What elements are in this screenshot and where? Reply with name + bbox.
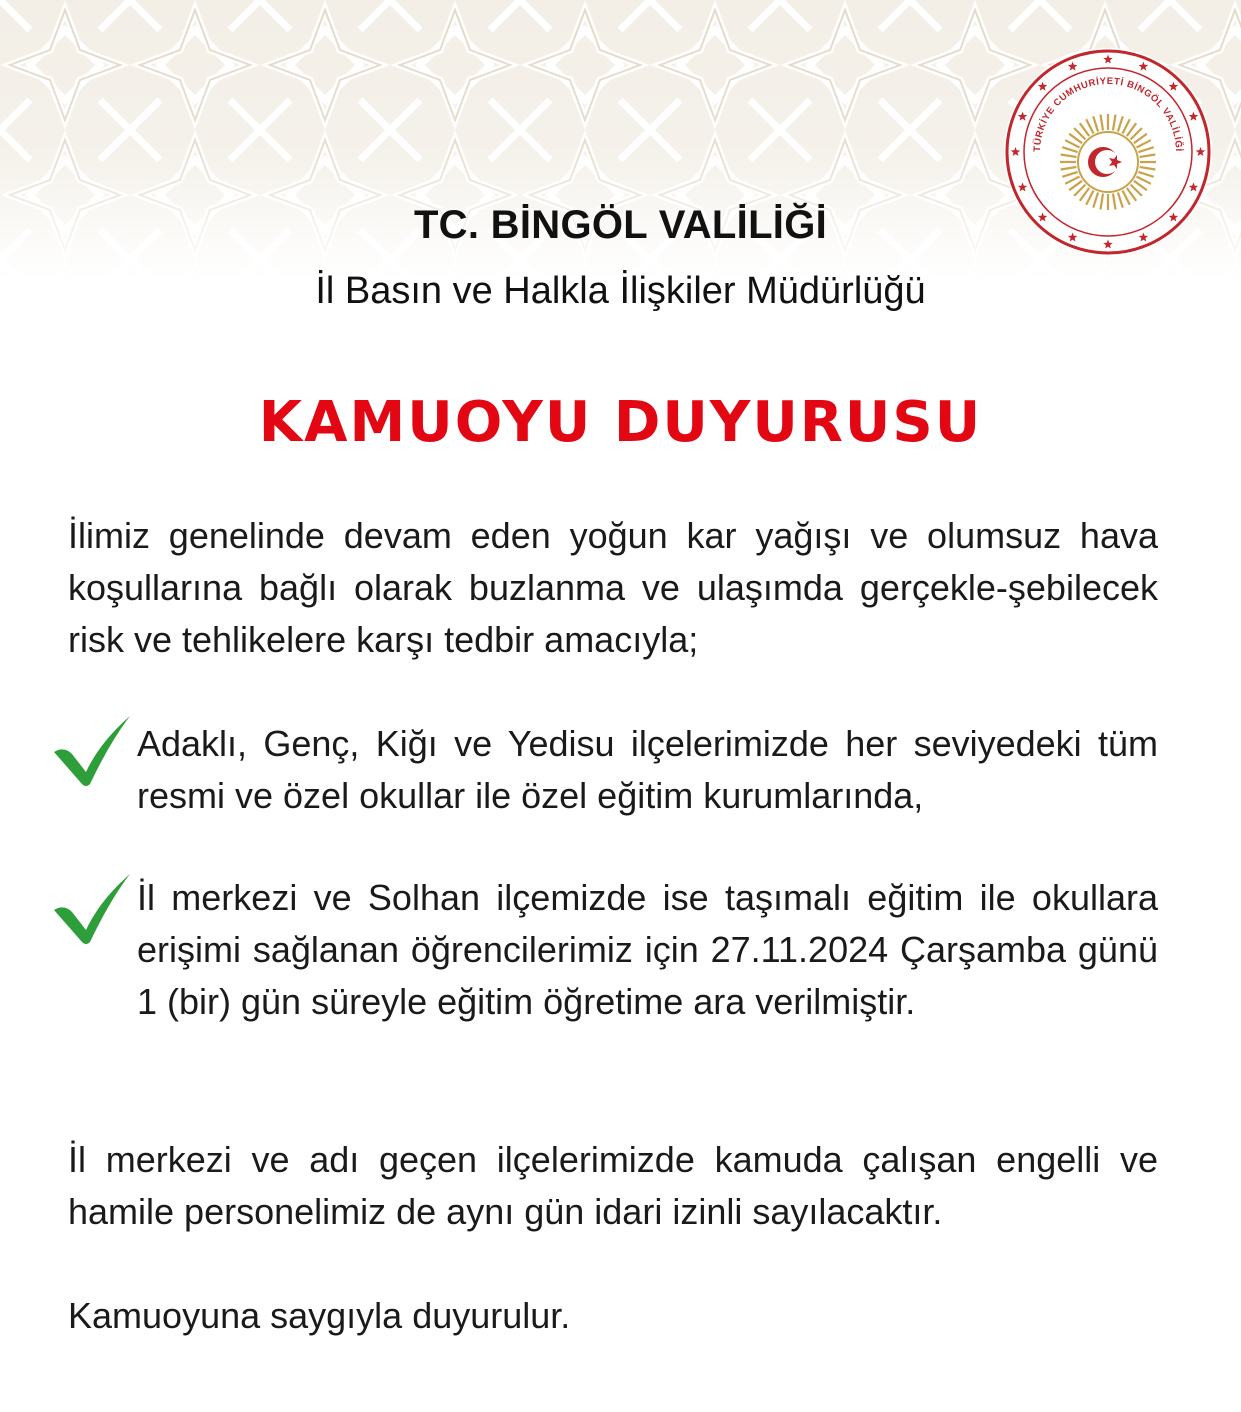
department-name: İl Basın ve Halkla İlişkiler Müdürlüğü: [315, 270, 926, 312]
bullet-item-schools: Adaklı, Genç, Kiğı ve Yedisu ilçelerimizde her seviyedeki tüm resmi ve özel okullar ile özel eğitim kurumlarında,: [137, 723, 1158, 816]
intro-paragraph: İlimiz genelinde devam eden yoğun kar yağışı ve olumsuz hava koşullarına bağlı olarak buzlanma ve ulaşımda gerçekle-şebilecek risk ve tehlikelere karşı tedbir amacıyla;: [68, 515, 1158, 660]
bullet-item-transport-education: İl merkezi ve Solhan ilçemizde ise taşımalı eğitim ile okullara erişimi sağlanan öğrencilerimiz için 27.11.2024 Çarşamba günü 1 (bir) gün süreyle eğitim öğretime ara verilmiştir.: [137, 877, 1158, 1022]
svg-text:TÜRKİYE CUMHURİYETİ BİNGÖL VAL: TÜRKİYE CUMHURİYETİ BİNGÖL VALİLİĞİ: [1031, 75, 1185, 153]
checkmark-icon: [50, 870, 134, 946]
organization-name: TC. BİNGÖL VALİLİĞİ: [413, 203, 828, 247]
announcement-title: KAMUOYU DUYURUSU: [258, 390, 983, 455]
closing-statement: Kamuoyuna saygıyla duyurulur.: [68, 1295, 571, 1336]
checkmark-icon: [50, 712, 134, 788]
personnel-leave-paragraph: İl merkezi ve adı geçen ilçelerimizde kamuda çalışan engelli ve hamile personelimiz de aynı gün idari izinli sayılacaktır.: [68, 1139, 1158, 1232]
